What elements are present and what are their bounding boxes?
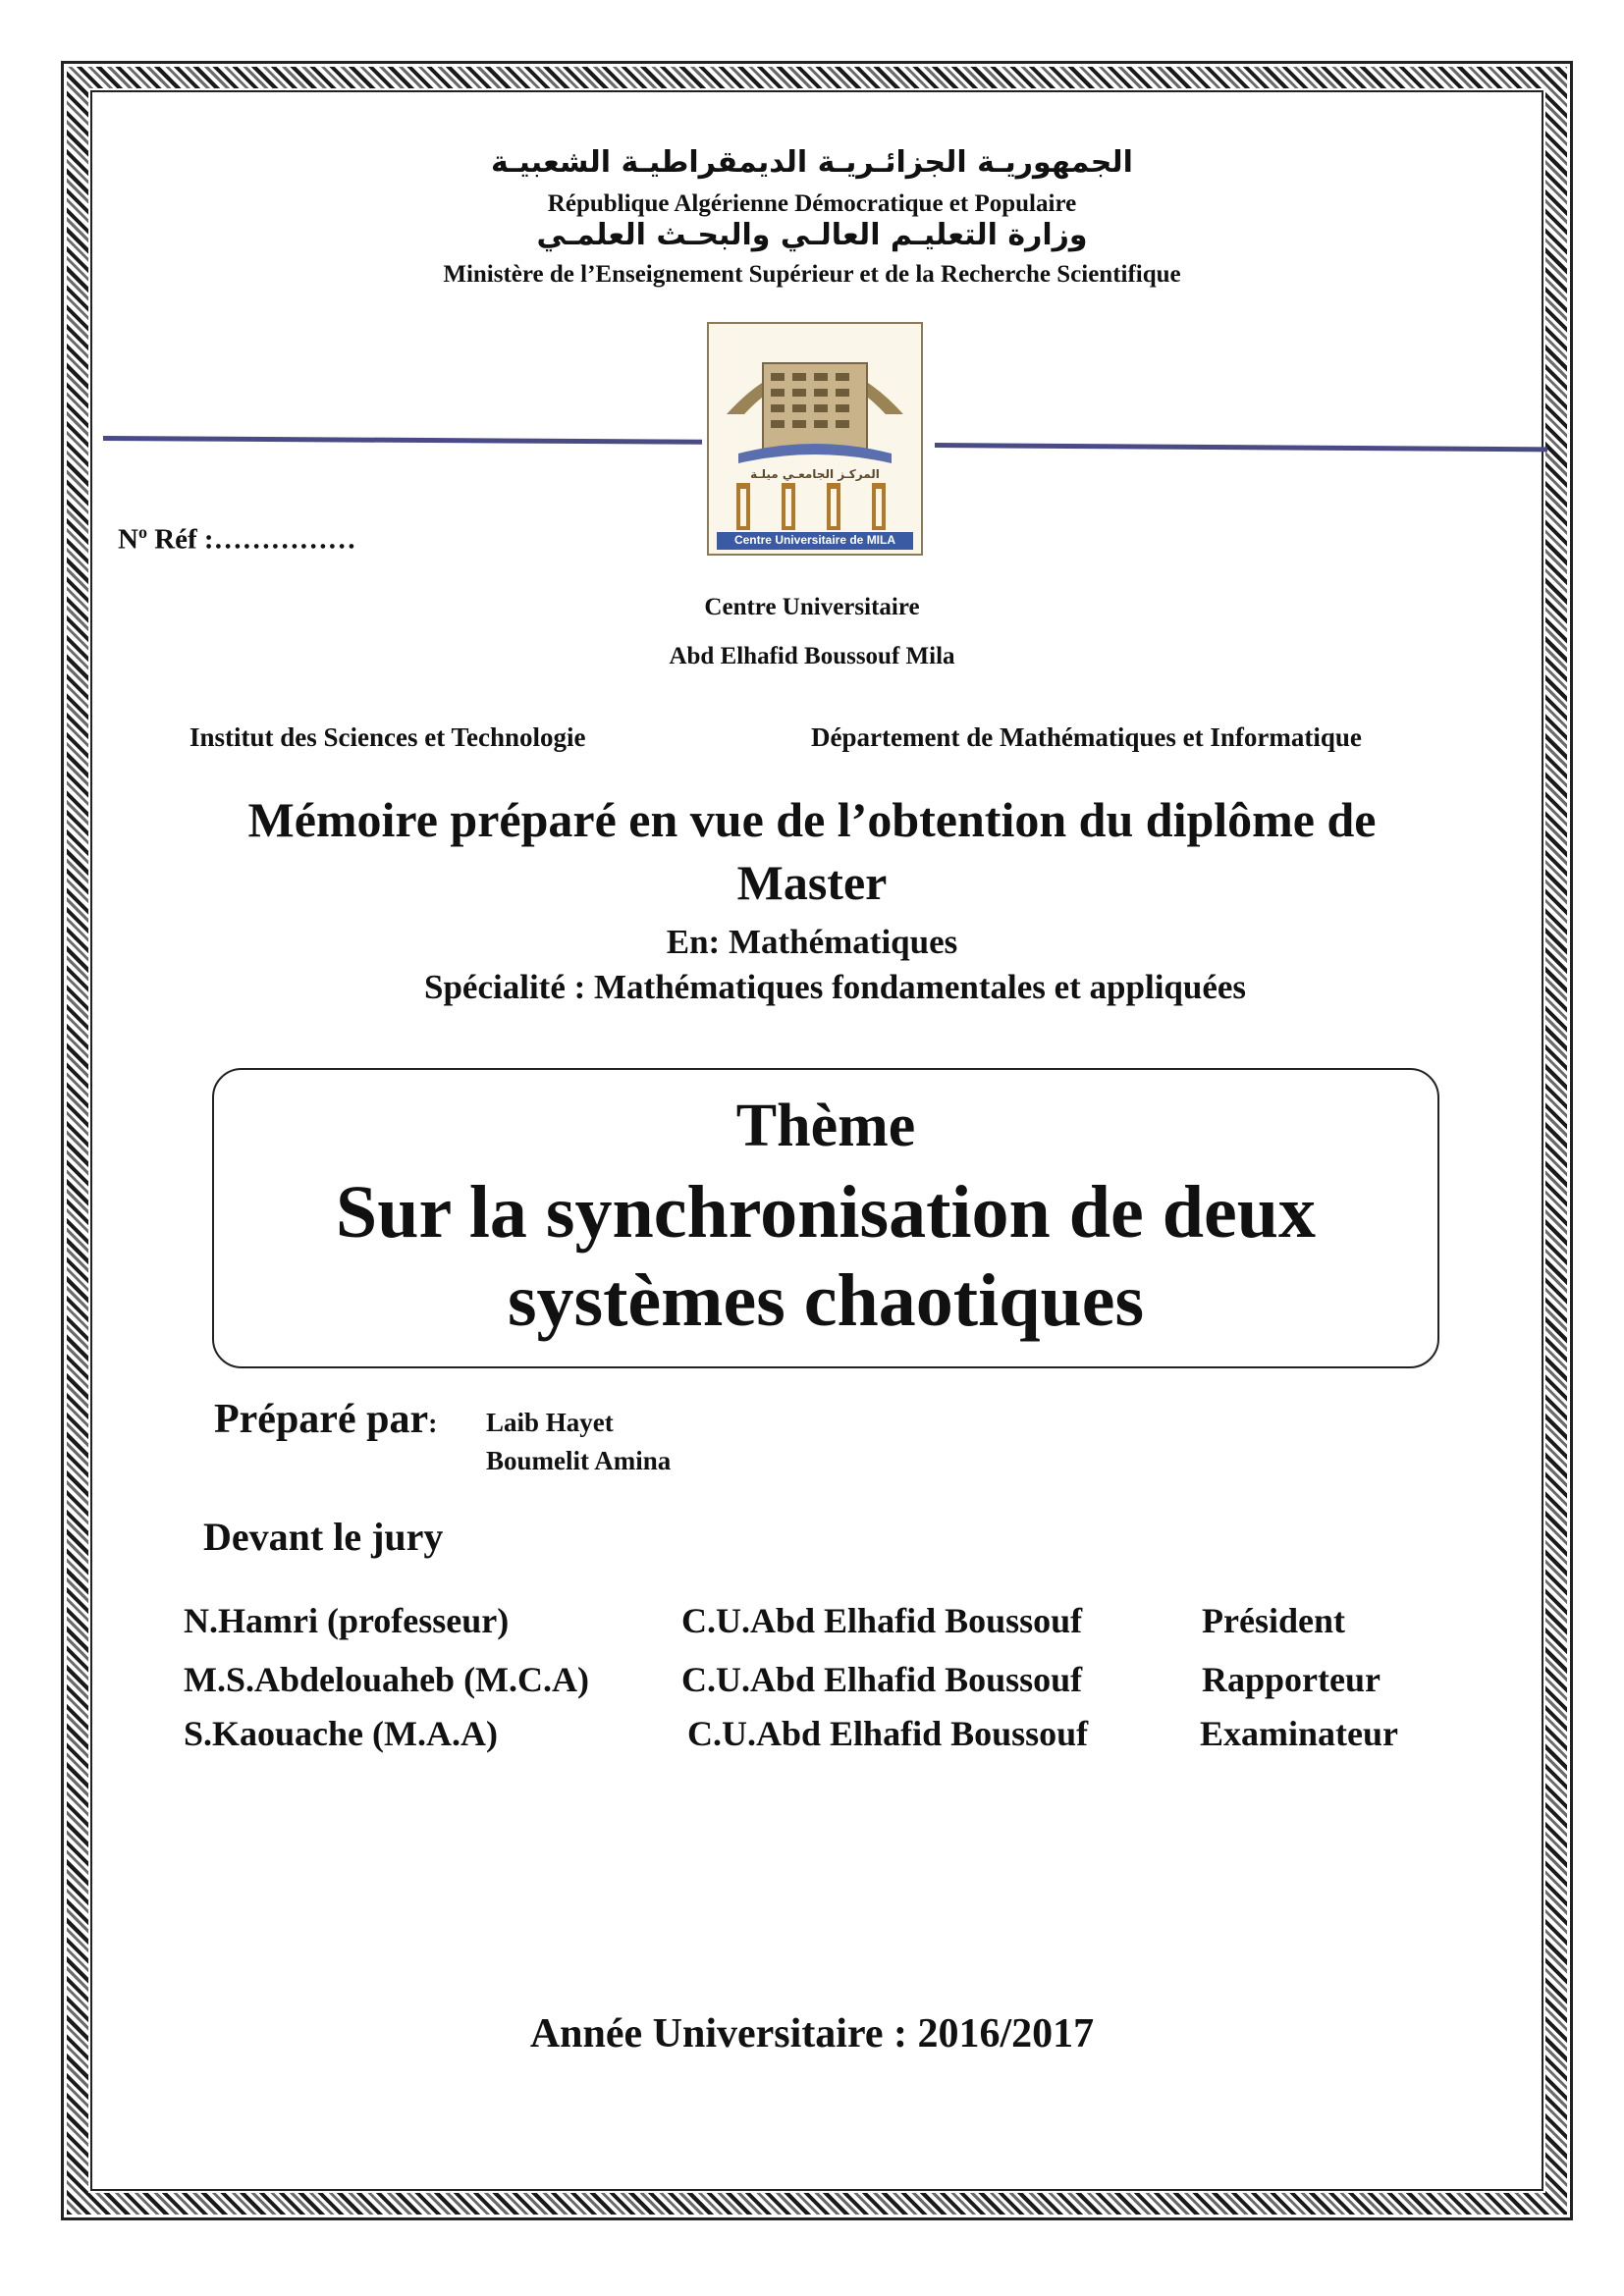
theme-title-line2: systèmes chaotiques xyxy=(507,1259,1145,1342)
jury-member-role: Rapporteur xyxy=(1202,1660,1380,1699)
prepared-by-colon: : xyxy=(428,1409,438,1439)
prepared-by-label xyxy=(214,1396,437,1443)
theme-label: Thème xyxy=(735,1093,916,1159)
prepared-by-text: Préparé par xyxy=(214,1397,429,1442)
jury-member-institution xyxy=(681,1600,1082,1641)
jury-member-name: M.S.Abdelouaheb (M.C.A) xyxy=(184,1660,590,1699)
jury-member-row xyxy=(0,1659,1624,1708)
arabic-republic-title: الجمهوريـة الجزائـريـة الديمقراطيـة الشعبيـة xyxy=(491,145,1133,180)
academic-year: Année Universitaire : 2016/2017 xyxy=(529,2011,1095,2056)
memoire-speciality: Spécialité : Mathématiques fondamentales et appliquées xyxy=(424,968,1247,1006)
jury-institution-initial: C xyxy=(681,1660,707,1699)
jury-member-row xyxy=(0,1713,1624,1762)
jury-institution-rest: .U.Abd Elhafid Boussouf xyxy=(713,1714,1089,1753)
logo-caption: Centre Universitaire de MILA xyxy=(733,533,896,547)
jury-institution-initial: C xyxy=(687,1714,713,1753)
author-name: Boumelit Amina xyxy=(486,1446,672,1475)
university-name-line2: Abd Elhafid Boussouf Mila xyxy=(669,643,955,669)
theme-title-line1: Sur la synchronisation de deux xyxy=(335,1171,1317,1254)
university-logo-emblem-icon xyxy=(709,324,921,554)
institute-name: Institut des Sciences et Technologie xyxy=(189,722,586,752)
jury-member-name: N.Hamri (professeur) xyxy=(184,1601,510,1640)
arabic-ministry-title: وزارة التعليـم العالـي والبحـث العلمـي xyxy=(536,218,1088,252)
jury-institution-rest: .U.Abd Elhafid Boussouf xyxy=(707,1660,1083,1699)
reference-label-n: N xyxy=(118,523,138,556)
jury-heading: Devant le jury xyxy=(203,1515,444,1559)
author-name: Laib Hayet xyxy=(486,1408,614,1437)
jury-institution-initial: C xyxy=(681,1601,707,1640)
department-name: Département de Mathématiques et Informatique xyxy=(811,722,1362,752)
memoire-title-line2: Master xyxy=(736,855,888,910)
republic-title: République Algérienne Démocratique et Populaire xyxy=(547,190,1077,217)
jury-institution-rest: .U.Abd Elhafid Boussouf xyxy=(707,1601,1083,1640)
jury-member-institution xyxy=(687,1713,1088,1754)
reference-number xyxy=(118,522,356,557)
reference-label-sup: o xyxy=(137,522,147,542)
memoire-title-line1: Mémoire préparé en vue de l’obtention du diplôme de xyxy=(247,792,1377,847)
jury-member-institution xyxy=(681,1659,1082,1700)
memoire-field: En: Mathématiques xyxy=(666,923,958,961)
logo-arabic-label: المركـز الجامعـي ميلـة xyxy=(750,467,880,481)
university-name-line1: Centre Universitaire xyxy=(704,594,920,620)
jury-member-row xyxy=(0,1600,1624,1649)
university-logo xyxy=(707,322,923,556)
jury-member-name: S.Kaouache (M.A.A) xyxy=(184,1714,498,1753)
jury-member-role: Président xyxy=(1202,1601,1345,1640)
ministry-title: Ministère de l’Enseignement Supérieur et de la Recherche Scientifique xyxy=(443,261,1181,288)
reference-label-rest: Réf :…………… xyxy=(146,523,356,556)
jury-member-role: Examinateur xyxy=(1200,1714,1398,1753)
